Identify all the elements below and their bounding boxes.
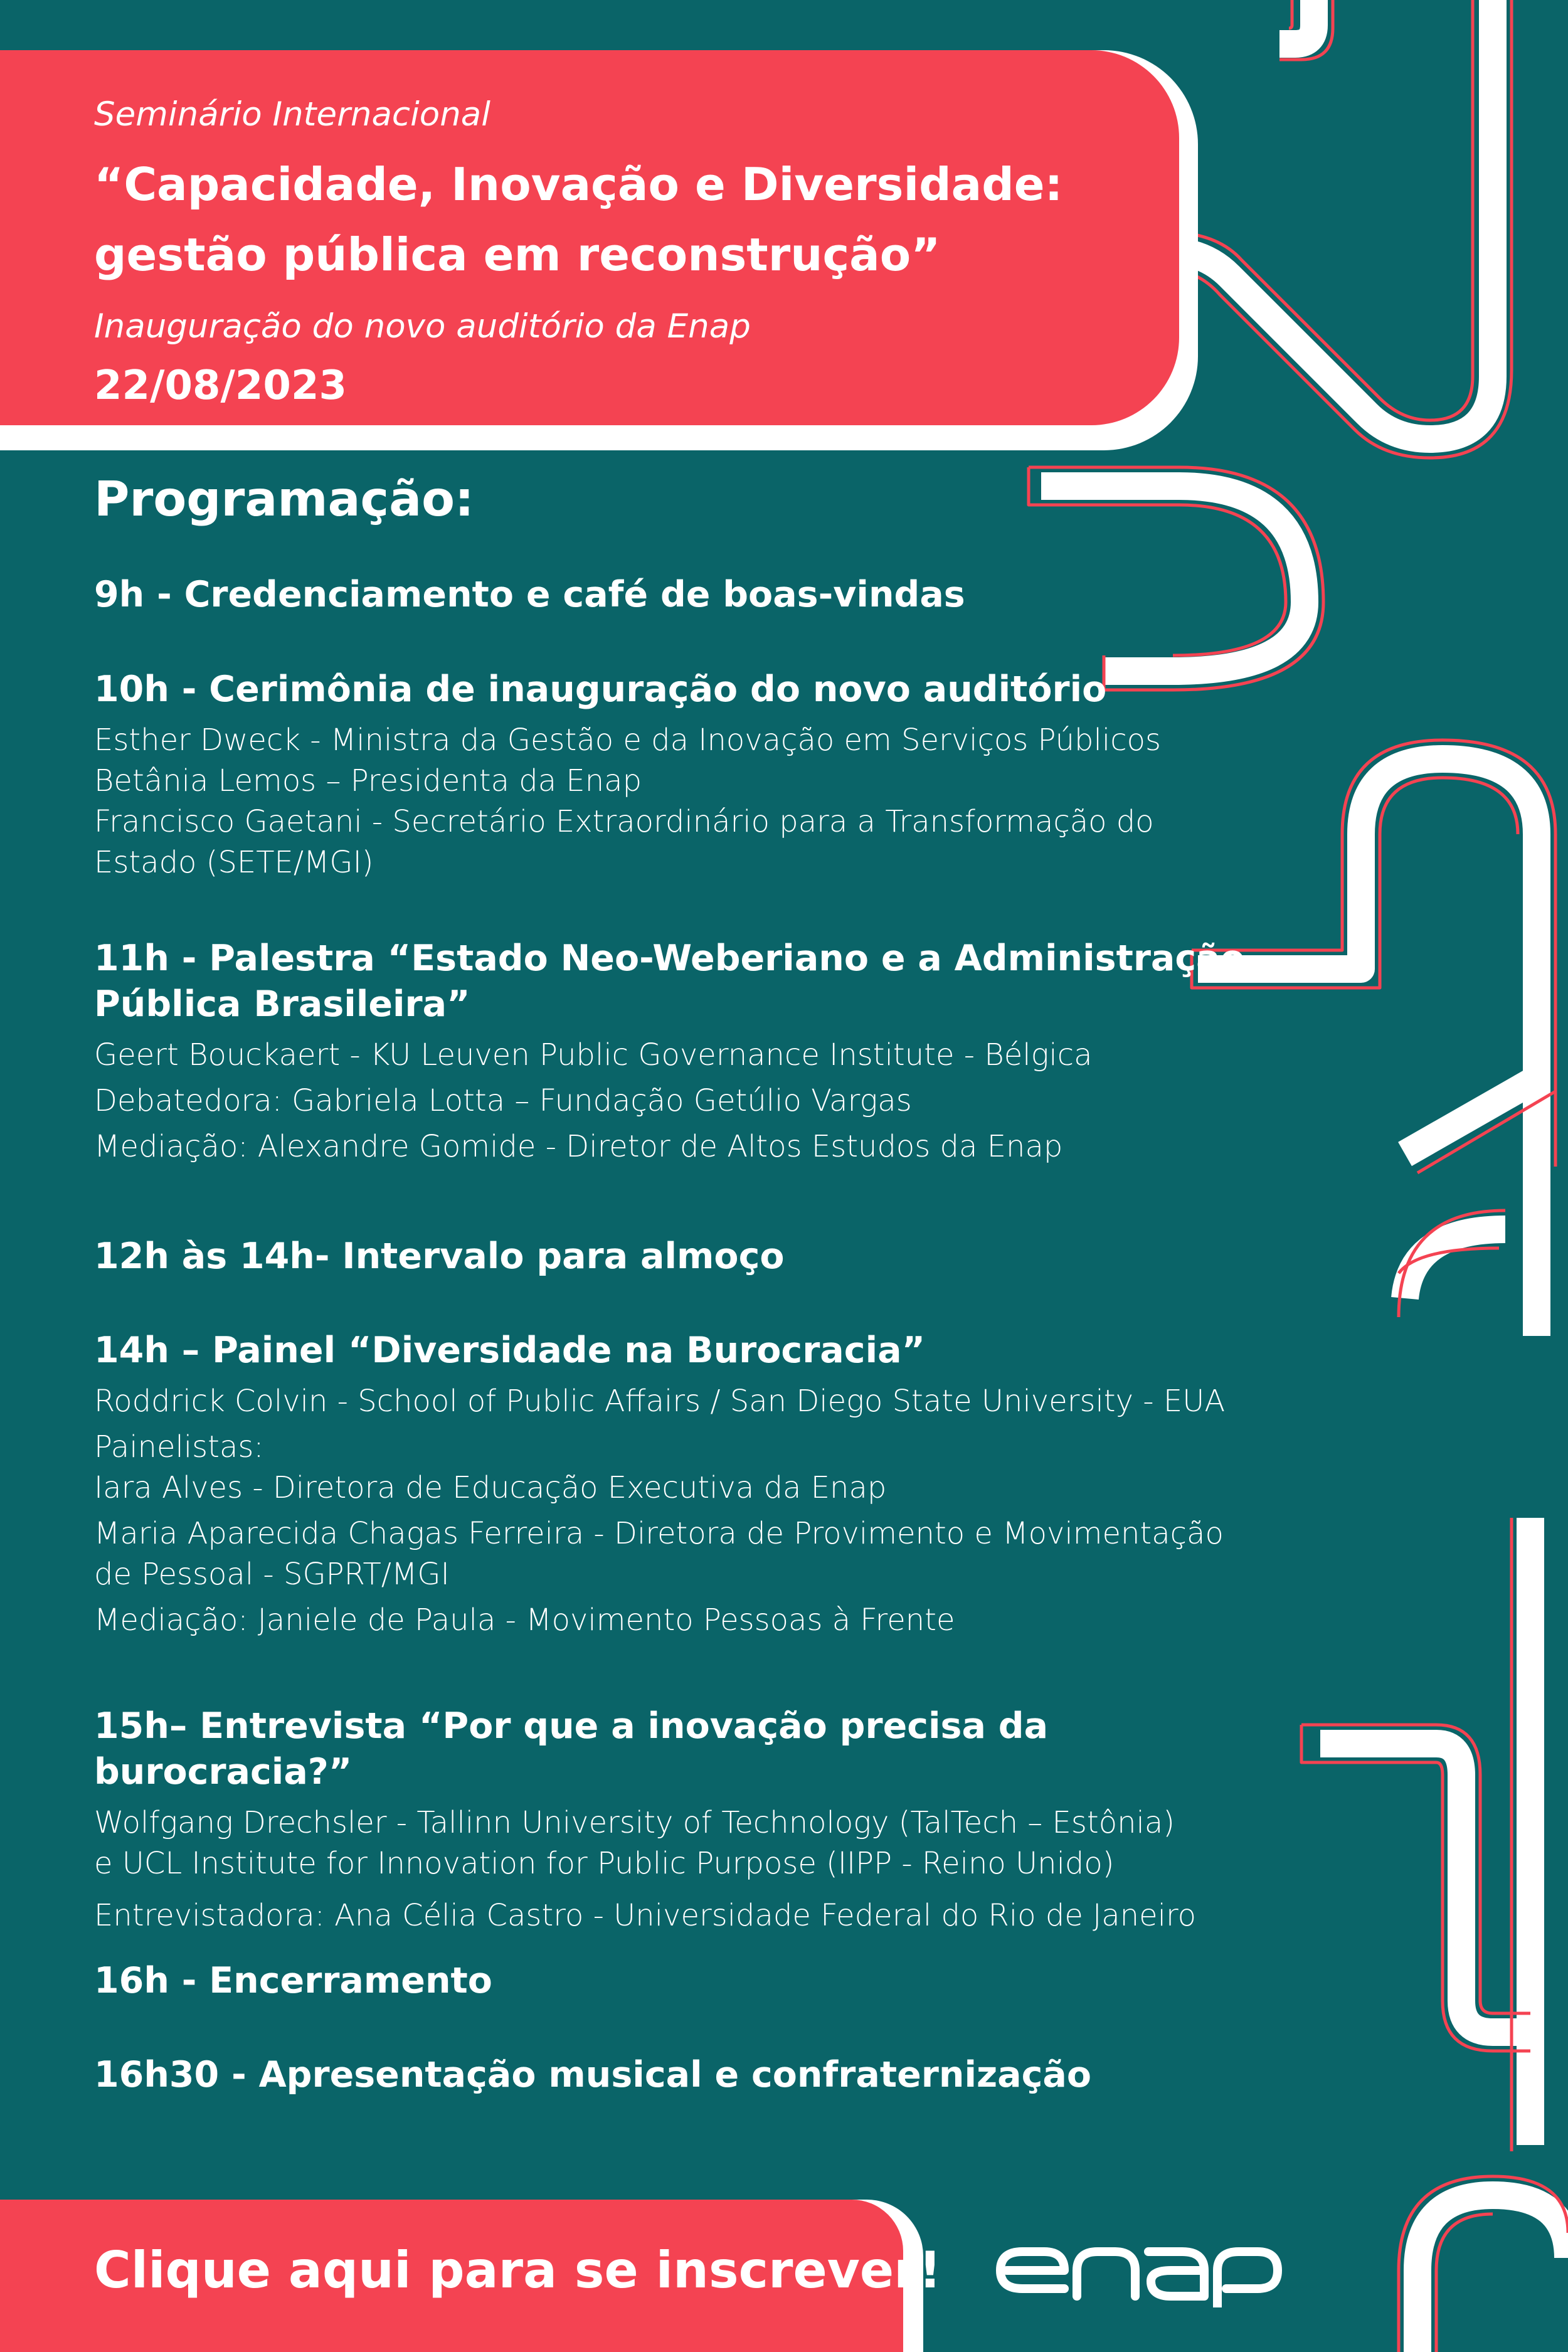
slot-speaker-cont: e UCL Institute for Innovation for Public Purpose (IIPP - Reino Unido) (94, 1846, 1115, 1881)
slot-title: 16h - Encerramento (94, 1960, 492, 2001)
program-heading: Programação: (94, 472, 474, 527)
slot-panelist: Maria Aparecida Chagas Ferreira - Diretora de Provimento e Movimentação (94, 1516, 1224, 1551)
slot-speaker: Esther Dweck - Ministra da Gestão e da Inovação em Serviços Públicos (94, 723, 1161, 758)
slot-mediator: Mediação: Janiele de Paula - Movimento Pessoas à Frente (94, 1602, 955, 1638)
slot-panelists-label: Painelistas: (94, 1429, 264, 1465)
program-slot-16h (94, 1958, 1198, 2004)
enap-logo (994, 2241, 1333, 2307)
slot-panelist-cont: de Pessoal - SGPRT/MGI (94, 1557, 450, 1592)
event-title-line-1: “Capacidade, Inovação e Diversidade: (94, 158, 1063, 211)
slot-title: 15h– Entrevista “Por que a inovação precisa da burocracia?” (94, 1705, 1049, 1793)
slot-interviewer: Entrevistadora: Ana Célia Castro - Universidade Federal do Rio de Janeiro (94, 1898, 1197, 1933)
event-kicker: Seminário Internacional (94, 95, 491, 134)
slot-speaker: Wolfgang Drechsler - Tallinn University of Technology (TalTech – Estônia) (94, 1805, 1175, 1840)
slot-speaker: Francisco Gaetani - Secretário Extraordinário para a Transformação do (94, 804, 1154, 839)
program-slot-15h (94, 1703, 1198, 1936)
slot-speaker: Roddrick Colvin - School of Public Affairs / San Diego State University - EUA (94, 1384, 1226, 1419)
slot-title: 9h - Credenciamento e café de boas-vindas (94, 574, 965, 615)
program-slot-11h (94, 936, 1245, 1167)
header-banner (0, 50, 1179, 425)
event-title-line-2: gestão pública em reconstrução” (94, 228, 941, 281)
event-title (94, 149, 1160, 290)
slot-panelist: Iara Alves - Diretora de Educação Executiva da Enap (94, 1470, 887, 1505)
slot-title-line-1: 11h - Palestra “Estado Neo-Weberiano e a Administração (94, 938, 1245, 979)
register-button-label: Clique aqui para se inscrever! (94, 2241, 942, 2299)
program-slot-12h (94, 1234, 1198, 1279)
slot-speaker: Betânia Lemos – Presidenta da Enap (94, 763, 642, 798)
slot-title (94, 936, 1245, 1027)
program-slot-10h (94, 667, 1198, 883)
event-subtitle: Inauguração do novo auditório da Enap (94, 307, 751, 346)
program-slot-9h (94, 572, 1198, 618)
event-date: 22/08/2023 (94, 363, 347, 409)
register-button[interactable] (0, 2200, 942, 2352)
slot-title: 10h - Cerimônia de inauguração do novo auditório (94, 669, 1107, 710)
slot-title: 14h – Painel “Diversidade na Burocracia” (94, 1330, 926, 1371)
slot-speaker: Estado (SETE/MGI) (94, 845, 374, 880)
program-slot-16h30 (94, 2052, 1198, 2098)
slot-title: 12h às 14h- Intervalo para almoço (94, 1236, 785, 1277)
slot-speaker: Geert Bouckaert - KU Leuven Public Governance Institute - Bélgica (94, 1037, 1093, 1073)
slot-title: 16h30 - Apresentação musical e confraternização (94, 2054, 1092, 2095)
slot-debater: Debatedora: Gabriela Lotta – Fundação Getúlio Vargas (94, 1083, 912, 1118)
slot-mediator: Mediação: Alexandre Gomide - Diretor de Altos Estudos da Enap (94, 1129, 1063, 1164)
slot-title-line-2: Pública Brasileira” (94, 983, 470, 1025)
program-slot-14h (94, 1328, 1226, 1641)
